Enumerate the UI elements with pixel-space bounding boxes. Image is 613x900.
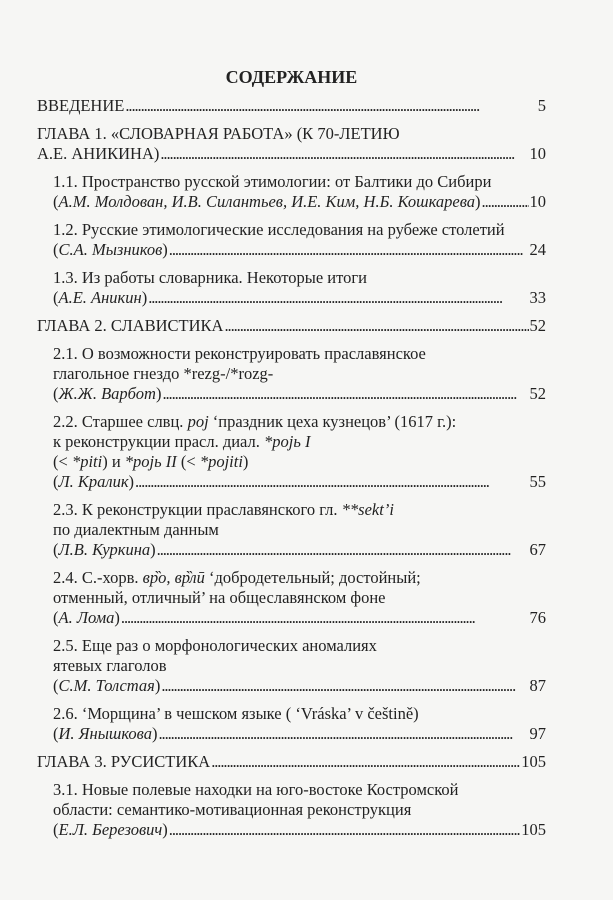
toc-line-text [53, 288, 147, 308]
text: 2.4. С.-хорв. [53, 568, 143, 587]
toc-entry [37, 344, 546, 404]
toc-line-text [53, 608, 120, 628]
italic-text: Е.Л. Березович [58, 820, 163, 839]
italic-text: *piti [71, 452, 103, 471]
toc-entry [37, 268, 546, 308]
text: ( [53, 820, 59, 839]
toc-entry [37, 780, 546, 840]
italic-text: И. Янышкова [58, 724, 152, 743]
toc-line-text [53, 452, 248, 471]
page-number: 87 [529, 676, 546, 695]
toc-line [37, 752, 546, 772]
text: ( [53, 384, 59, 403]
text: А.Е. АНИКИНА) [37, 144, 160, 163]
text: (< [176, 452, 200, 471]
text: ) [114, 608, 120, 627]
toc-line [53, 432, 546, 452]
text: ) [151, 724, 158, 743]
toc-line [53, 412, 546, 432]
toc-line-text [53, 656, 167, 675]
toc-line-text [53, 588, 386, 607]
text: глагольное гнездо *rezg-/*rozg- [53, 364, 274, 383]
dot-leader [158, 724, 528, 744]
toc-line-text [53, 220, 505, 239]
toc-line-text [53, 780, 458, 799]
toc-line [53, 344, 546, 364]
text: ) [154, 676, 161, 695]
italic-text: А.М. Молдован, И.В. Силантьев, И.Е. Ким, Н.Б. Кошкарева [58, 192, 476, 211]
toc-line-text [53, 432, 310, 451]
toc-line [53, 676, 546, 696]
toc-title: СОДЕРЖАНИЕ [225, 67, 358, 87]
toc-line [53, 172, 546, 192]
dot-leader [157, 540, 529, 560]
text: отменный, отличный’ на общеславянском фоне [53, 588, 386, 607]
toc-line [53, 588, 546, 608]
text: ) [150, 540, 156, 559]
dot-leader [125, 96, 536, 116]
toc-line-text [37, 752, 210, 772]
toc-line-text [53, 500, 394, 519]
toc-line [53, 540, 546, 560]
dot-leader [211, 752, 520, 772]
text: ГЛАВА 1. «СЛОВАРНАЯ РАБОТА» (К 70-ЛЕТИЮ [37, 124, 400, 143]
toc-chapter [37, 124, 546, 164]
dot-leader [169, 240, 529, 260]
dot-leader [148, 288, 528, 308]
toc-line [53, 288, 546, 308]
toc-line-text [53, 540, 156, 560]
toc-line-text [53, 172, 491, 191]
toc-entry [37, 220, 546, 260]
italic-text: **sekt’i [341, 500, 394, 519]
toc-line-text [37, 316, 223, 336]
text: (< [53, 452, 72, 471]
dot-leader [135, 472, 528, 492]
toc-line [53, 724, 546, 744]
text: ( [53, 540, 59, 559]
text: по диалектным данным [53, 520, 219, 539]
page-number: 52 [529, 316, 546, 335]
italic-text: Ж.Ж. Варбот [58, 384, 156, 403]
text: ятевых глаголов [53, 656, 167, 675]
toc-line-text [53, 472, 134, 492]
text: ( [53, 472, 59, 491]
toc-line [37, 144, 546, 164]
text: ‘праздник цеха кузнецов’ (1617 г.): [208, 412, 457, 431]
toc-line [53, 656, 546, 676]
dot-leader [169, 820, 520, 840]
dot-leader [161, 676, 528, 696]
page-number: 76 [529, 608, 546, 627]
dot-leader [224, 316, 528, 336]
dot-leader [121, 608, 529, 628]
text: ГЛАВА 2. СЛАВИСТИКА [37, 316, 224, 335]
toc-list [37, 96, 546, 840]
toc-line [53, 192, 546, 212]
toc-line-text [37, 144, 159, 164]
page-number: 5 [537, 96, 546, 115]
toc-entry [37, 172, 546, 212]
text: 2.3. К реконструкции праславянского гл. [53, 500, 342, 519]
toc-entry [37, 704, 546, 744]
italic-text: Л. Кралик [58, 472, 129, 491]
toc-entry [37, 412, 546, 492]
toc-line-text [53, 704, 419, 723]
toc-chapter [37, 752, 546, 772]
text: 2.5. Еще раз о морфонологических аномалиях [53, 636, 377, 655]
toc-line [53, 568, 546, 588]
text: 3.1. Новые полевые находки на юго-востоке Костромской [53, 780, 459, 799]
text: ) [141, 288, 148, 307]
toc-line [53, 636, 546, 656]
toc-line [53, 520, 546, 540]
toc-line [53, 364, 546, 384]
toc-line [53, 780, 546, 800]
italic-text: poj [187, 412, 209, 431]
toc-chapter [37, 96, 546, 116]
text: области: семантико-мотивационная реконструкция [53, 800, 412, 819]
toc-entry [37, 636, 546, 696]
dot-leader [162, 384, 528, 404]
toc-line-text [37, 124, 400, 143]
toc-line-text [53, 344, 426, 363]
italic-text: *pojiti [199, 452, 243, 471]
toc-line [53, 472, 546, 492]
toc-line-text [53, 412, 456, 431]
toc-line-text [53, 800, 411, 819]
toc-chapter [37, 316, 546, 336]
toc-line [53, 240, 546, 260]
page-number: 33 [529, 288, 546, 307]
text: ( [53, 608, 59, 627]
toc-line-text [53, 240, 168, 260]
text: 2.6. ‘Морщина’ в чешском языке ( ‘Vráska’ v češtině) [53, 704, 419, 723]
text: ) и [102, 452, 125, 471]
toc-line [53, 384, 546, 404]
dot-leader [482, 192, 529, 212]
page-number: 10 [529, 192, 546, 211]
text: ( [53, 192, 59, 211]
toc-line [53, 820, 546, 840]
text: 1.3. Из работы словарника. Некоторые итоги [53, 268, 367, 287]
text: ) [162, 240, 168, 259]
text: ( [53, 288, 59, 307]
toc-line-text [53, 820, 168, 840]
text: ‘добродетельный; достойный; [204, 568, 421, 587]
text: ( [53, 724, 59, 743]
text: ГЛАВА 3. РУСИСТИКА [37, 752, 211, 771]
text: 1.1. Пространство русской этимологии: от Балтики до Сибири [53, 172, 492, 191]
text: ) [155, 384, 162, 403]
toc-line [37, 96, 546, 116]
toc-line-text [53, 520, 219, 539]
page-number: 67 [529, 540, 546, 559]
table-of-contents [37, 66, 546, 840]
italic-text: А.Е. Аникин [58, 288, 142, 307]
toc-line [53, 220, 546, 240]
page-number: 24 [529, 240, 546, 259]
italic-text: вр̏о, вр̏лӣ [142, 568, 205, 587]
text: ( [53, 676, 59, 695]
toc-line [53, 500, 546, 520]
toc-line-text [53, 636, 377, 655]
toc-line-text [53, 676, 160, 696]
italic-text: *pojь II [124, 452, 177, 471]
italic-text: С.М. Толстая [58, 676, 155, 695]
page-number: 105 [521, 752, 546, 771]
text: ) [162, 820, 168, 839]
page-number: 97 [529, 724, 546, 743]
toc-line [53, 268, 546, 288]
text: ВВЕДЕНИЕ [37, 96, 125, 115]
toc-entry [37, 568, 546, 628]
toc-line-text [53, 268, 367, 287]
dot-leader [160, 144, 528, 164]
page-number: 52 [529, 384, 546, 403]
text: ( [53, 240, 59, 259]
text: 2.1. О возможности реконструировать праславянское [53, 344, 426, 363]
toc-line [53, 704, 546, 724]
text: ) [128, 472, 135, 491]
italic-text: С.А. Мызников [58, 240, 163, 259]
toc-line [53, 452, 546, 472]
toc-line [53, 800, 546, 820]
toc-line-text [53, 724, 157, 744]
toc-line-text [53, 192, 481, 212]
text: 2.2. Старшее слвц. [53, 412, 188, 431]
text: ) [475, 192, 481, 211]
toc-line [37, 124, 546, 144]
page-number: 105 [521, 820, 546, 839]
toc-line-text [53, 364, 273, 383]
text: 1.2. Русские этимологические исследования на рубеже столетий [53, 220, 505, 239]
toc-line-text [37, 96, 124, 116]
text: к реконструкции прасл. диал. [53, 432, 265, 451]
italic-text: Л.В. Куркина [58, 540, 151, 559]
italic-text: А. Лома [58, 608, 115, 627]
text: ) [242, 452, 249, 471]
toc-line [37, 316, 546, 336]
italic-text: *pojь I [264, 432, 311, 451]
toc-line [53, 608, 546, 628]
toc-line-text [53, 384, 161, 404]
page-number: 10 [529, 144, 546, 163]
page-number: 55 [529, 472, 546, 491]
toc-line-text [53, 568, 421, 587]
toc-entry [37, 500, 546, 560]
